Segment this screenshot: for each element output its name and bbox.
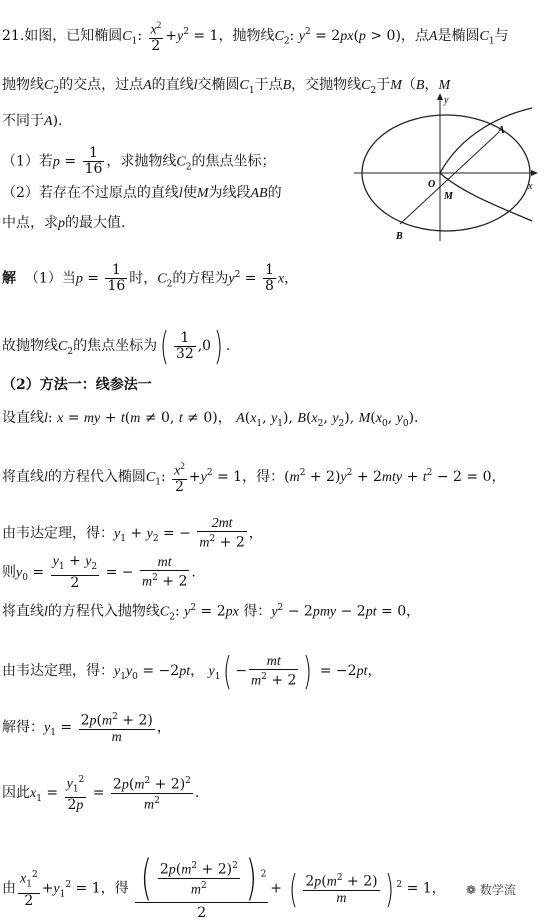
watermark-logo: ❁ 数学流 (466, 883, 516, 897)
substitute-parabola: 将直线l的方程代入抛物线$C_2$: $y^2 = 2px$ 得：$y^2 - 2pmy - 2pt = 0$， (2, 603, 421, 623)
solution-part-1-line-1: 解 （1）当p = $\frac{1}{16}$ 时，$C_2$的方程为$y^2$ = $\frac{1}{8}$ x， (2, 262, 299, 294)
solution-part-1-line-2: 故抛物线$C_2$的焦点坐标为( $\frac{1}{32}$ ,0) . (2, 324, 231, 368)
wechat-icon: ❁ (466, 883, 477, 897)
vieta-ellipse: 由韦达定理，得：$y_1 + y_2$ = − $\frac{2mt}{m^2 + 2}$ ， (2, 516, 263, 551)
ellipse-parabola-diagram (352, 93, 542, 243)
axis-label-y: y (444, 95, 449, 106)
solve-y1: 解得：$y_1$ = $\frac{2p(m^2 + 2)}{m}$ ， (2, 712, 171, 745)
problem-line-1: 21.如图，已知椭圆$C_1$: $\frac{x^2}{2}$ $+y^2 = 1$，抛物线$C_2$: $y^2 = 2px(p > 0)$，点A是椭圆$C_1$与 (2, 20, 509, 54)
compute-x1: 因此$x_1$ = $\frac{y_1^2}{2p}$ = $\frac{2p(m^2 + 2)^2}{m^2}$ . (2, 775, 200, 814)
point-b-label: B (396, 231, 403, 242)
method-label: （2）方法一：线参法一 (2, 377, 152, 393)
problem-line-3: 不同于A). (2, 113, 63, 129)
substitute-ellipse: 将直线l的方程代入椭圆$C_1$: $\frac{x^2}{2}$ $+y^2 = 1$，得：$(m^2 + 2)y^2 + 2mty + t^2 - 2 = 0$， (2, 461, 506, 495)
axis-label-x: x (528, 181, 533, 192)
line-setup: 设直线l: x = my + t(m ≠ 0, t ≠ 0)， $A(x_1$, $y_1$), $B(x_2$, $y_2$), $M(x_0$, $y_0$). (2, 410, 419, 429)
point-a-label: A (498, 125, 505, 136)
question-1: （1）若p = $\frac{1}{16}$ ，求抛物线$C_2$的焦点坐标； (2, 145, 276, 177)
question-2-line-2: 中点，求p的最大值. (2, 215, 126, 231)
midpoint-y0: 则$y_0$ = $\frac{y_1 + y_2}{2}$ = − $\frac{mt}{m^2 + 2}$ . (2, 553, 196, 591)
ellipse-substitution-final: 由 $\frac{x_1^2}{2}$ $+y_1^2 = 1$，得 ( $\frac{2p(m^2 + 2)^2}{m^2}$ ) $^2$ 2 + ( $\frac{2p(m^2 + 2)}{m}$ ) $^2$ = 1， (2, 850, 446, 921)
point-m-label: M (444, 191, 453, 202)
vieta-parabola: 由韦达定理，得：$y_1y_0 = -2pt$， $y_1$( − $\frac{mt}{m^2 + 2}$ ) = −2pt， (2, 649, 382, 693)
problem-line-2: 抛物线$C_2$的交点，过点A的直线l交椭圆$C_1$于点B，交抛物线$C_2$于M（B，M (2, 77, 451, 96)
question-2-line-1: （2）若存在不过原点的直线l使M为线段AB的 (2, 185, 282, 201)
origin-label: O (428, 179, 436, 190)
